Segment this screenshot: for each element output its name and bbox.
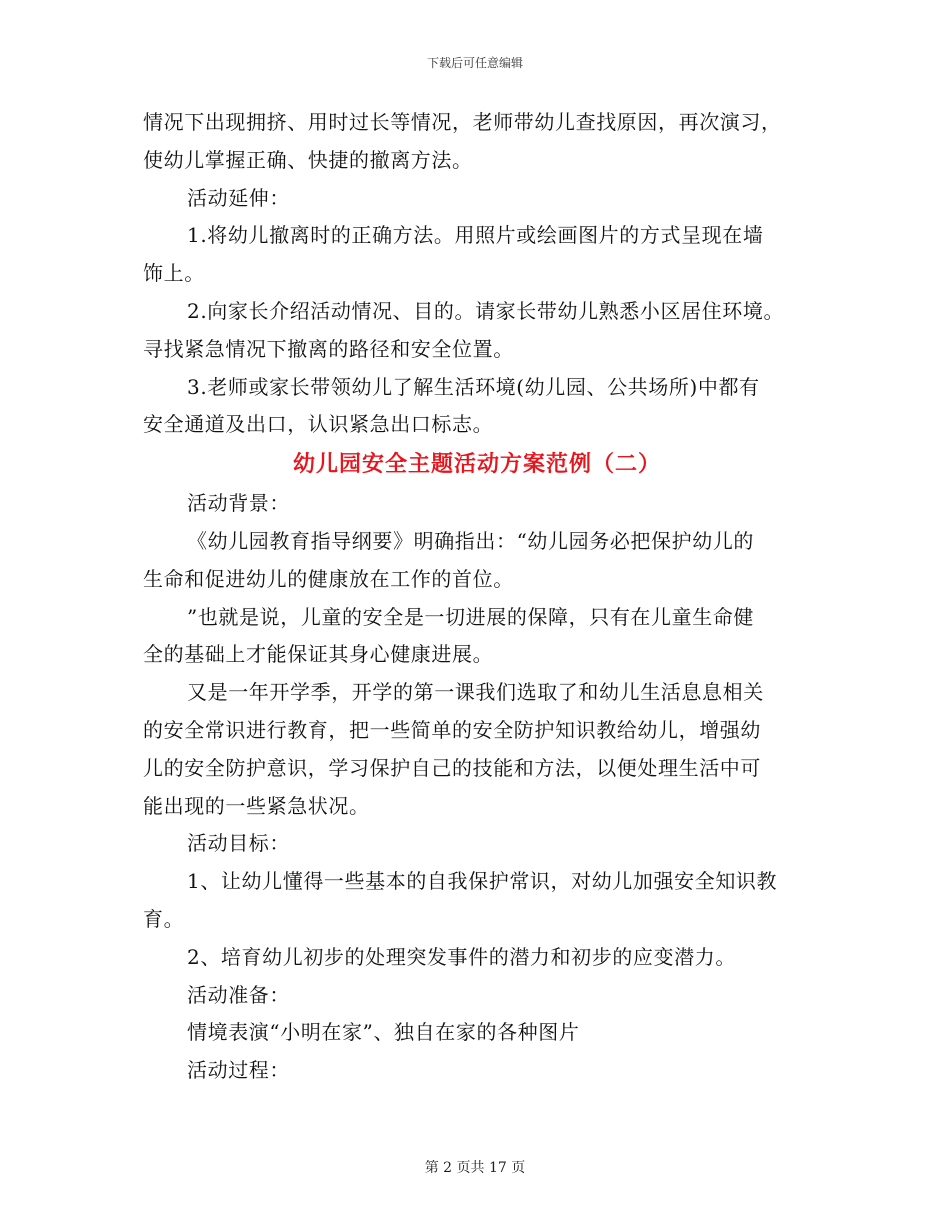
- document-body: [143, 104, 811, 1090]
- section-text-line: 《幼儿园教育指导纲要》明确指出：“幼儿园务必把保护幼儿的: [187, 528, 755, 553]
- body-text-line: 安全通道及出口，认识紧急出口标志。: [143, 412, 494, 437]
- body-text-line: 使幼儿掌握正确、快捷的撤离方法。: [143, 147, 473, 172]
- section-text-line: 活动目标：: [187, 831, 290, 856]
- section-text-line: 1、让幼儿懂得一些基本的自我保护常识，对幼儿加强安全知识教: [187, 869, 778, 894]
- section-text-line: 又是一年开学季，开学的第一课我们选取了和幼儿生活息息相关: [187, 680, 764, 705]
- body-text-line: 活动延伸：: [187, 185, 290, 210]
- body-text-line: 寻找紧急情况下撤离的路径和安全位置。: [143, 336, 514, 361]
- section-text-line: 生命和促进幼儿的健康放在工作的首位。: [143, 566, 514, 591]
- page-footer: 第 2 页共 17 页: [424, 1160, 526, 1176]
- page-header: 下载后可任意编辑: [426, 56, 523, 70]
- section-text-line: 全的基础上才能保证其身心健康进展。: [143, 642, 494, 667]
- section-text-line: 儿的安全防护意识，学习保护自己的技能和方法，以便处理生活中可: [143, 755, 761, 780]
- section-text-block: [143, 485, 811, 1090]
- section-text-line: ”也就是说，儿童的安全是一切进展的保障，只有在儿童生命健: [187, 604, 755, 629]
- section-title: 幼儿园安全主题活动方案范例（二）: [292, 451, 661, 478]
- body-text-line: 情况下出现拥挤、用时过长等情况，老师带幼儿查找原因，再次演习，: [143, 110, 782, 134]
- body-text-line: 饰上。: [143, 261, 205, 286]
- section-text-line: 情境表演“小明在家”、独自在家的各种图片: [187, 1020, 580, 1045]
- body-text-line: 3.老师或家长带领幼儿了解生活环境(幼儿园、公共场所)中都有: [187, 374, 760, 399]
- body-text-block: [143, 104, 811, 444]
- section-text-line: 育。: [143, 906, 185, 931]
- section-text-line: 活动准备：: [187, 982, 290, 1007]
- section-text-line: 活动过程：: [187, 1058, 290, 1083]
- section-text-line: 的安全常识进行教育，把一些简单的安全防护知识教给幼儿，增强幼: [143, 717, 761, 742]
- section-text-line: 活动背景：: [187, 491, 290, 516]
- section-text-line: 2、培育幼儿初步的处理突发事件的潜力和初步的应变潜力。: [187, 944, 736, 969]
- body-text-line: 2.向家长介绍活动情况、目的。请家长带幼儿熟悉小区居住环境。: [187, 298, 785, 323]
- section-text-line: 能出现的一些紧急状况。: [143, 793, 370, 818]
- body-text-line: 1.将幼儿撤离时的正确方法。用照片或绘画图片的方式呈现在墙: [187, 223, 764, 248]
